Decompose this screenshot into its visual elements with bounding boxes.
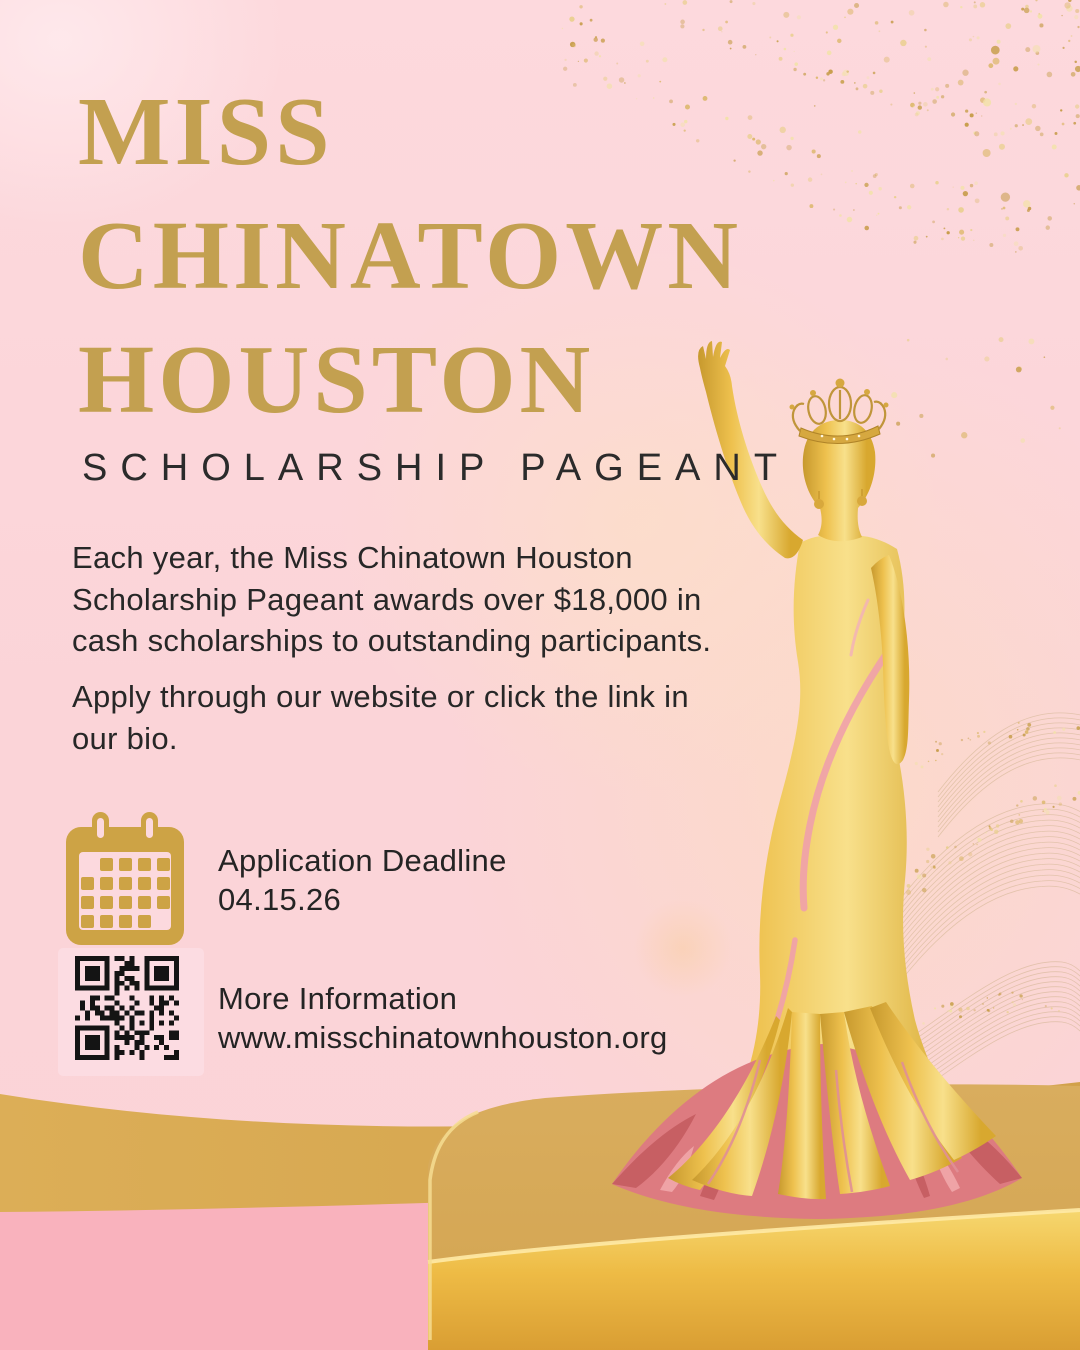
title-line-2: CHINATOWN — [78, 202, 743, 310]
intro-line: cash scholarships to outstanding participants. — [72, 623, 712, 658]
deadline-date: 04.15.26 — [218, 882, 342, 917]
intro-paragraph — [72, 537, 711, 662]
more-info-url: www.misschinatownhouston.org — [218, 1020, 668, 1055]
more-info-block — [218, 979, 668, 1057]
apply-paragraph — [72, 676, 689, 759]
title-line-1: MISS — [78, 78, 334, 186]
poster-subtitle: SCHOLARSHIP PAGEANT — [82, 447, 791, 489]
intro-line: Each year, the Miss Chinatown Houston — [72, 540, 633, 575]
title-line-3: HOUSTON — [78, 326, 595, 434]
calendar-icon — [64, 812, 186, 954]
apply-line: our bio. — [72, 720, 178, 756]
qr-code-panel — [58, 948, 204, 1076]
deadline-label: Application Deadline — [218, 843, 507, 878]
poster-title — [78, 70, 742, 442]
deadline-block — [218, 841, 507, 919]
intro-line: Scholarship Pageant awards over $18,000 in — [72, 581, 702, 617]
apply-line: Apply through our website or click the link in — [72, 679, 689, 714]
qr-code-icon — [75, 956, 179, 1060]
more-info-label: More Information — [218, 981, 458, 1016]
